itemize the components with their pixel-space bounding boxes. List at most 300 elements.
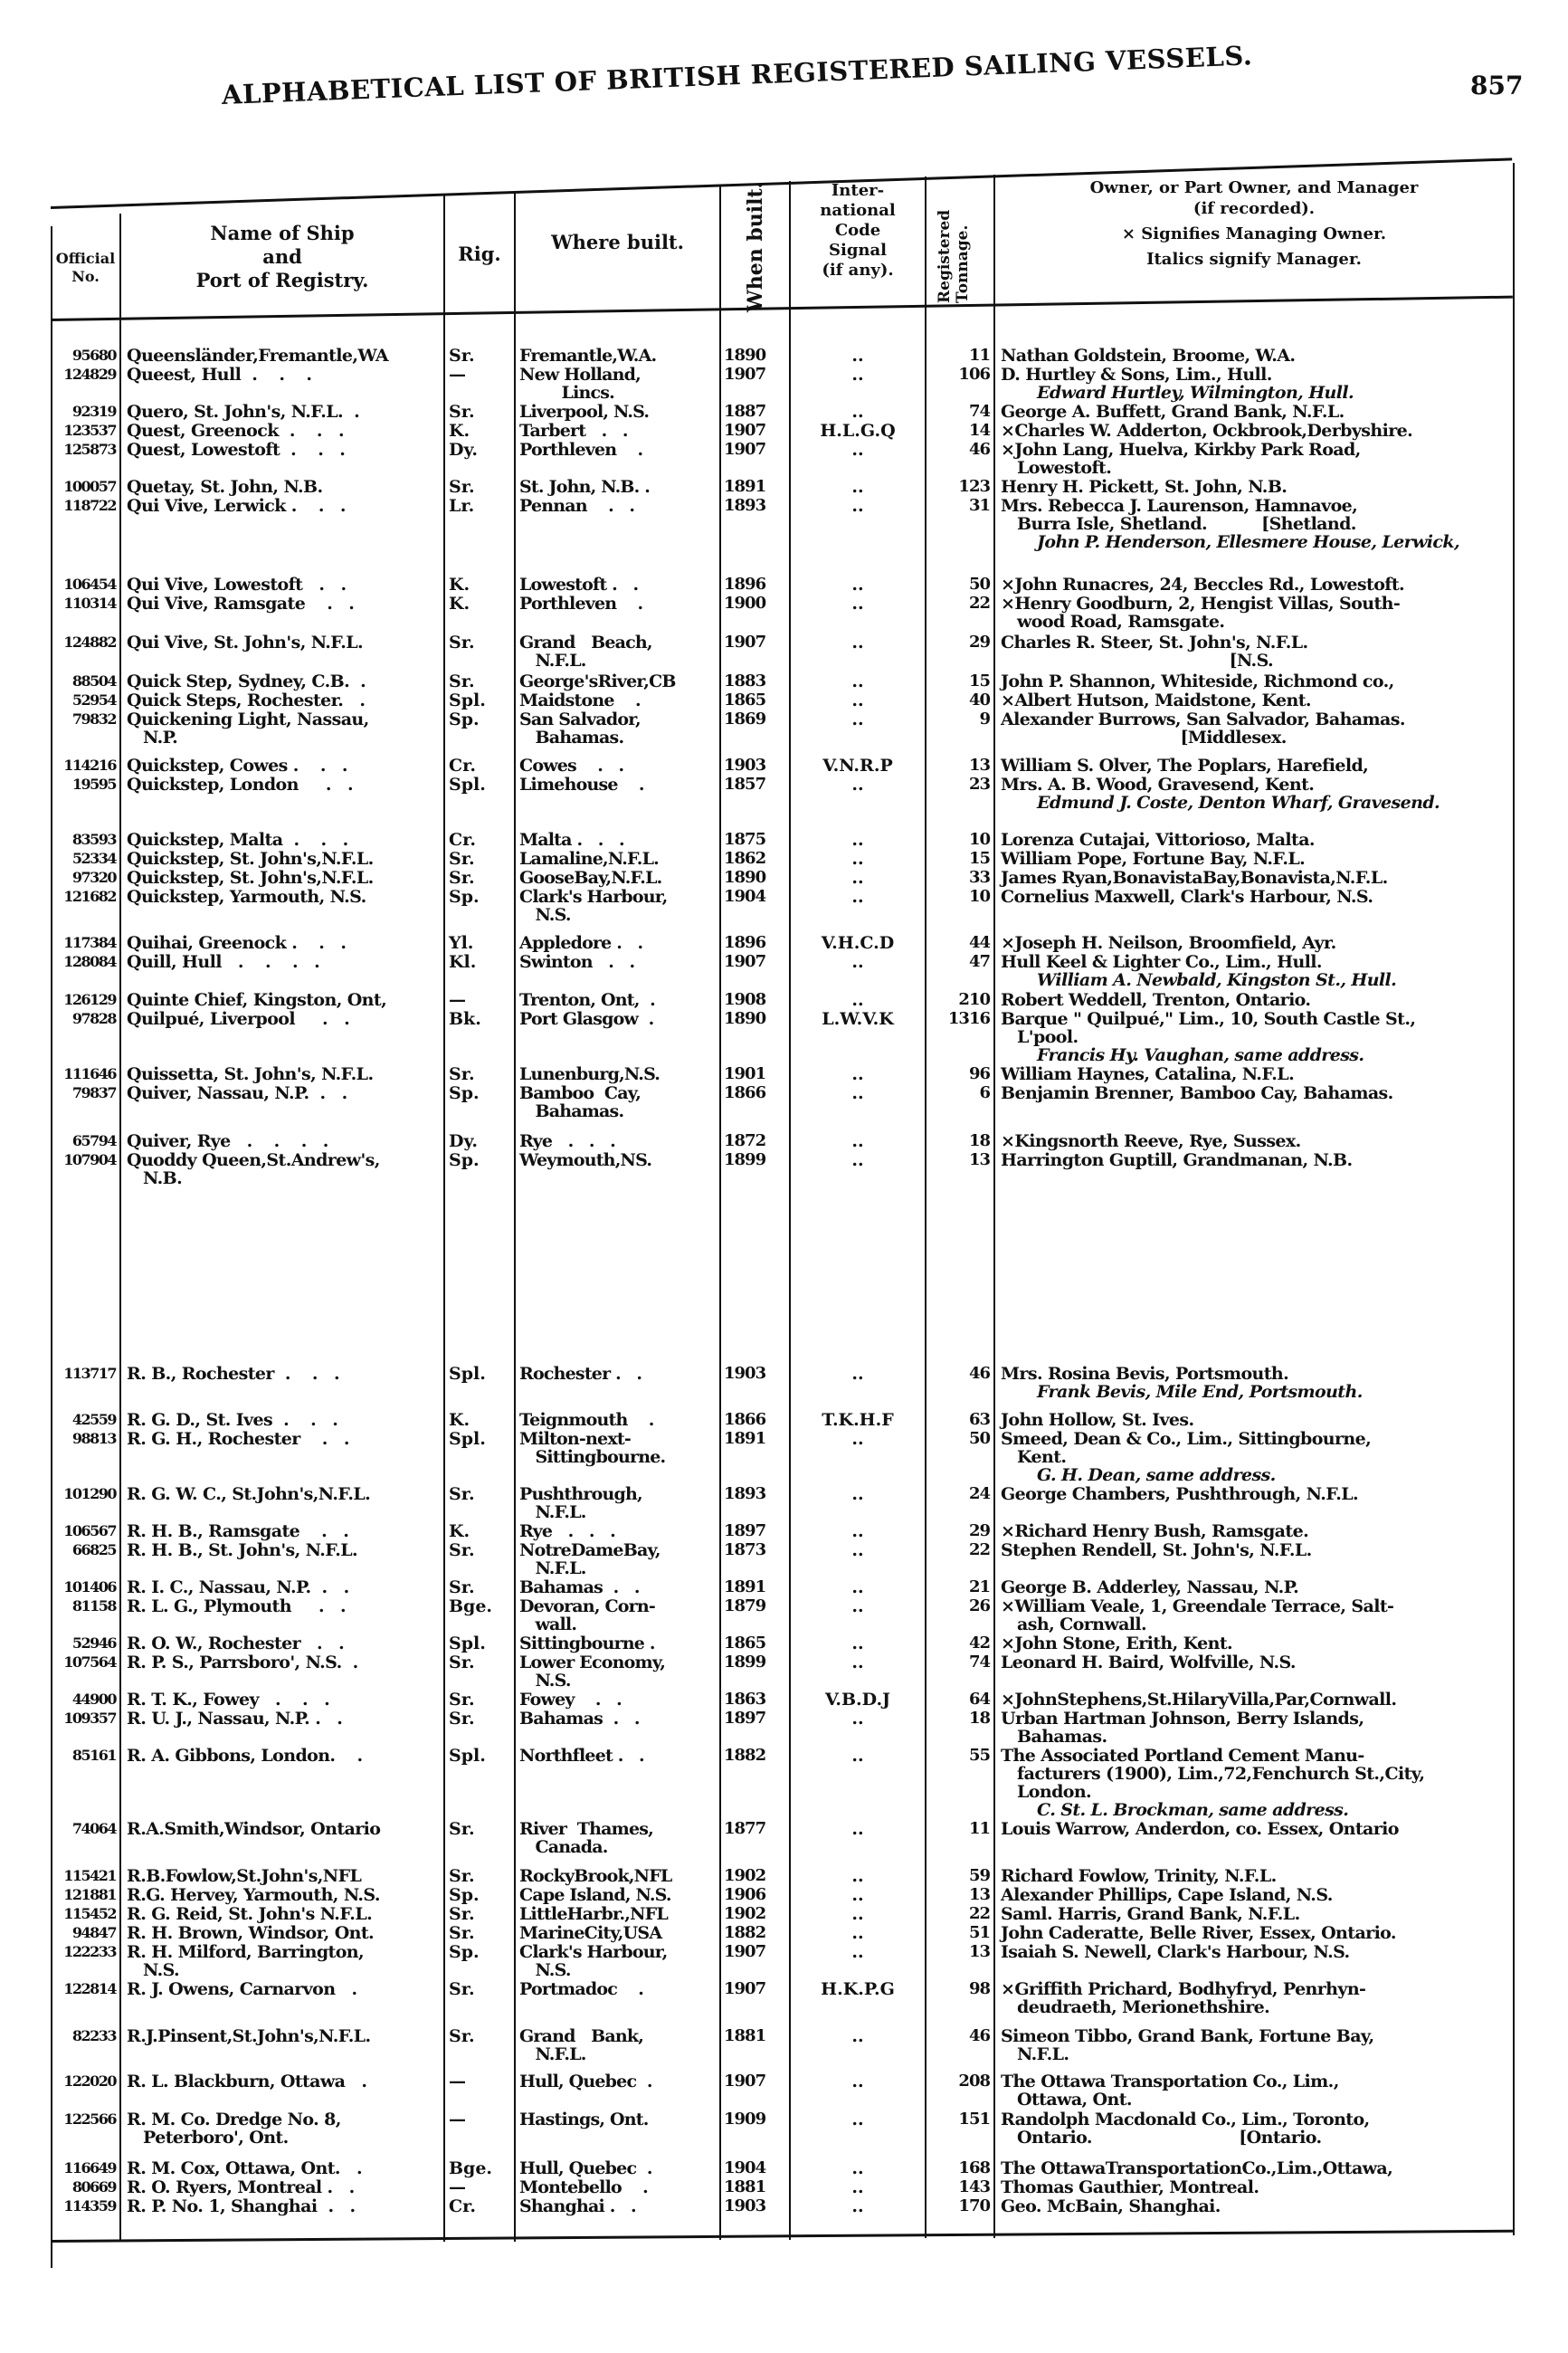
ship-name-line: Quickstep, London . . bbox=[127, 775, 353, 795]
where-built bbox=[519, 1084, 717, 1120]
official-number: 74064 bbox=[71, 1820, 116, 1837]
owner-line: Lorenza Cutajai, Vittorioso, Malta. bbox=[1001, 830, 1315, 850]
owner bbox=[1001, 595, 1509, 631]
owner-line: L'pool. bbox=[1001, 1027, 1079, 1047]
official-number: 52954 bbox=[71, 691, 116, 709]
where-built bbox=[519, 2159, 717, 2177]
signal-code: .. bbox=[851, 1653, 864, 1672]
table-row bbox=[0, 691, 1568, 710]
header-owner-line: Owner, or Part Owner, and Manager bbox=[1089, 178, 1419, 197]
owner-line: Benjamin Brenner, Bamboo Cay, Bahamas. bbox=[1001, 1083, 1393, 1103]
owner-line: Randolph Macdonald Co., Lim., Toronto, bbox=[1001, 2110, 1370, 2129]
owner-line: George A. Buffett, Grand Bank, N.F.L. bbox=[1001, 402, 1345, 422]
official-number: 97320 bbox=[71, 869, 116, 886]
official-number: 118722 bbox=[63, 497, 116, 514]
registered-tonnage: 74 bbox=[968, 1653, 990, 1672]
registered-tonnage: 18 bbox=[968, 1131, 990, 1150]
table-row bbox=[0, 1578, 1568, 1596]
where-built bbox=[519, 991, 717, 1009]
year-built: 1865 bbox=[724, 1634, 766, 1653]
signal-code: .. bbox=[851, 1866, 864, 1886]
rig: Lr. bbox=[449, 496, 475, 516]
rig: Cr. bbox=[449, 756, 477, 776]
rig: Sr. bbox=[449, 346, 475, 366]
signal-code: .. bbox=[851, 365, 864, 385]
where-built bbox=[519, 595, 717, 613]
table-row bbox=[0, 953, 1568, 989]
rig: Sr. bbox=[449, 633, 475, 653]
ship-name-line: N.P. bbox=[127, 728, 178, 748]
owner bbox=[1001, 497, 1509, 551]
ship-name-port bbox=[127, 991, 440, 1009]
where-built-line: Bamboo Cay, bbox=[519, 1083, 641, 1103]
registered-tonnage: 46 bbox=[968, 2026, 990, 2045]
year-built: 1904 bbox=[724, 887, 766, 906]
registered-tonnage: 29 bbox=[968, 633, 990, 652]
signal-code: .. bbox=[851, 887, 864, 907]
ship-name-port bbox=[127, 1905, 440, 1923]
where-built bbox=[519, 953, 717, 971]
where-built-line: Porthleven . bbox=[519, 440, 643, 460]
ship-name-line: Quickstep, Malta . . . bbox=[127, 830, 348, 850]
rig: Sr. bbox=[449, 1484, 475, 1504]
where-built-line: Maidstone . bbox=[519, 691, 641, 710]
ship-name-port bbox=[127, 1541, 440, 1559]
table-row bbox=[0, 776, 1568, 812]
where-built bbox=[519, 1541, 717, 1577]
where-built bbox=[519, 1867, 717, 1885]
official-number: 122814 bbox=[63, 1980, 116, 1997]
official-number: 121682 bbox=[63, 888, 116, 905]
table-row bbox=[0, 888, 1568, 924]
ship-name-port bbox=[127, 850, 440, 868]
owner bbox=[1001, 1980, 1509, 2016]
rig: K. bbox=[449, 1521, 470, 1541]
ship-name-line: R. P. No. 1, Shanghai . . bbox=[127, 2196, 356, 2216]
registered-tonnage: 13 bbox=[968, 756, 990, 775]
year-built: 1883 bbox=[724, 672, 766, 691]
where-built-line: GooseBay,N.F.L. bbox=[519, 868, 662, 888]
where-built-line: Liverpool, N.S. bbox=[519, 402, 650, 422]
signal-code: .. bbox=[851, 1885, 864, 1905]
where-built-line: Pennan . . bbox=[519, 496, 635, 516]
ship-name-port bbox=[127, 1597, 440, 1615]
where-built-line: Clark's Harbour, bbox=[519, 887, 668, 907]
ship-name-port bbox=[127, 672, 440, 691]
registered-tonnage: 98 bbox=[968, 1979, 990, 1998]
ship-name-port bbox=[127, 1691, 440, 1709]
rig: Spl. bbox=[449, 1364, 486, 1384]
owner bbox=[1001, 1653, 1509, 1672]
where-built bbox=[519, 1905, 717, 1923]
ship-name-line: Quihai, Greenock . . . bbox=[127, 933, 347, 953]
where-built bbox=[519, 869, 717, 887]
owner-line: Robert Weddell, Trenton, Ontario. bbox=[1001, 990, 1311, 1010]
where-built-line: Tarbert . . bbox=[519, 421, 628, 441]
rig: Sr. bbox=[449, 1866, 475, 1886]
official-number: 101290 bbox=[63, 1485, 116, 1502]
owner bbox=[1001, 831, 1509, 849]
ship-name-line: R. G. H., Rochester . . bbox=[127, 1429, 349, 1449]
owner-line: Mrs. Rebecca J. Laurenson, Hamnavoe, bbox=[1001, 496, 1358, 516]
official-number: 126129 bbox=[63, 991, 116, 1008]
ship-name-line: R. G. Reid, St. John's N.F.L. bbox=[127, 1904, 373, 1924]
table-row bbox=[0, 2159, 1568, 2177]
table-row bbox=[0, 2072, 1568, 2109]
owner-line: Harrington Guptill, Grandmanan, N.B. bbox=[1001, 1150, 1353, 1170]
header-signal-line: Signal bbox=[828, 241, 887, 260]
official-number: 52946 bbox=[71, 1634, 116, 1652]
year-built: 1907 bbox=[724, 952, 766, 971]
ship-name-port bbox=[127, 934, 440, 952]
page-title: ALPHABETICAL LIST OF BRITISH REGISTERED SAILING VESSELS. bbox=[221, 40, 1253, 110]
where-built-line: Bahamas . . bbox=[519, 1709, 640, 1729]
ship-name-line: R. H. Brown, Windsor, Ont. bbox=[127, 1923, 375, 1943]
ship-name-line: R. P. S., Parrsboro', N.S. . bbox=[127, 1653, 358, 1672]
ship-name-line: Queest, Hull . . . bbox=[127, 365, 312, 385]
table-row bbox=[0, 1541, 1568, 1577]
owner-line: facturers (1900), Lim.,72,Fenchurch St.,City, bbox=[1001, 1764, 1425, 1784]
official-number: 113717 bbox=[63, 1365, 116, 1382]
official-number: 66825 bbox=[71, 1541, 116, 1558]
ship-name-port bbox=[127, 776, 440, 794]
where-built bbox=[519, 1747, 717, 1765]
year-built: 1897 bbox=[724, 1521, 766, 1540]
ship-name-line: R.A.Smith,Windsor, Ontario bbox=[127, 1819, 381, 1839]
owner-line: London. bbox=[1001, 1782, 1092, 1802]
year-built: 1857 bbox=[724, 775, 766, 794]
year-built: 1873 bbox=[724, 1540, 766, 1559]
official-number: 97828 bbox=[71, 1010, 116, 1027]
year-built: 1896 bbox=[724, 575, 766, 594]
owner-line: William Haynes, Catalina, N.F.L. bbox=[1001, 1064, 1295, 1084]
signal-code: .. bbox=[851, 346, 864, 366]
year-built: 1879 bbox=[724, 1596, 766, 1615]
where-built-line: Cape Island, N.S. bbox=[519, 1885, 671, 1905]
where-built-line: Appledore . . bbox=[519, 933, 643, 953]
table-row bbox=[0, 1084, 1568, 1120]
ship-name-port bbox=[127, 1867, 440, 1885]
rig: K. bbox=[449, 421, 470, 441]
signal-code: .. bbox=[851, 1596, 864, 1616]
rig: Spl. bbox=[449, 1429, 486, 1449]
rig: — bbox=[449, 2177, 466, 2197]
ship-name-line: R. U. J., Nassau, N.P. . . bbox=[127, 1709, 343, 1729]
owner-line: ×John Stone, Erith, Kent. bbox=[1001, 1634, 1233, 1653]
table-row bbox=[0, 441, 1568, 477]
rig: Sr. bbox=[449, 672, 475, 691]
where-built bbox=[519, 757, 717, 775]
ship-name-line: N.B. bbox=[127, 1168, 183, 1188]
rig: Bge. bbox=[449, 1596, 493, 1616]
where-built bbox=[519, 710, 717, 747]
table-row bbox=[0, 422, 1568, 440]
ship-name-line: R. H. B., Ramsgate . . bbox=[127, 1521, 349, 1541]
manager-name: Francis Hy. Vaughan, same address. bbox=[1037, 1045, 1364, 1065]
owner-line: ash, Cornwall. bbox=[1001, 1615, 1147, 1634]
official-number: 94847 bbox=[71, 1924, 116, 1941]
owner-line: D. Hurtley & Sons, Lim., Hull. bbox=[1001, 365, 1272, 385]
ship-name-port bbox=[127, 595, 440, 613]
owner bbox=[1001, 2110, 1509, 2147]
header-signal-line: national bbox=[820, 201, 896, 220]
owner-line: ×William Veale, 1, Greendale Terrace, Salt- bbox=[1001, 1596, 1394, 1616]
rig: Sr. bbox=[449, 2026, 475, 2046]
where-built-line: Pushthrough, bbox=[519, 1484, 642, 1504]
ship-name-port bbox=[127, 888, 440, 906]
ship-name-line: R.J.Pinsent,St.John's,N.F.L. bbox=[127, 2026, 371, 2046]
registered-tonnage: 11 bbox=[968, 346, 990, 365]
where-built-line: Rye . . . bbox=[519, 1521, 615, 1541]
table-row bbox=[0, 2027, 1568, 2063]
where-built-line: River Thames, bbox=[519, 1819, 653, 1839]
signal-code: .. bbox=[851, 402, 864, 422]
owner bbox=[1001, 2159, 1509, 2177]
table-row bbox=[0, 576, 1568, 594]
signal-code: .. bbox=[851, 868, 864, 888]
where-built-line: Swinton . . bbox=[519, 952, 635, 972]
ship-name-port bbox=[127, 953, 440, 971]
registered-tonnage: 44 bbox=[968, 933, 990, 952]
where-built bbox=[519, 347, 717, 365]
where-built bbox=[519, 888, 717, 924]
table-row bbox=[0, 831, 1568, 849]
table-row bbox=[0, 1943, 1568, 1979]
where-built-line: Weymouth,NS. bbox=[519, 1150, 652, 1170]
registered-tonnage: 6 bbox=[979, 1083, 990, 1102]
table-row bbox=[0, 595, 1568, 631]
owner bbox=[1001, 1430, 1509, 1484]
where-built bbox=[519, 776, 717, 794]
ship-name-port bbox=[127, 2110, 440, 2147]
where-built-line: Fremantle,W.A. bbox=[519, 346, 657, 366]
where-built-line: Milton-next- bbox=[519, 1429, 631, 1449]
header-owner-line: Italics signify Manager. bbox=[1146, 250, 1362, 269]
ship-name-line: Qui Vive, Lowestoft . . bbox=[127, 575, 347, 595]
where-built-line: Canada. bbox=[519, 1837, 608, 1857]
rig: Sr. bbox=[449, 1709, 475, 1729]
rig: Bk. bbox=[449, 1009, 481, 1029]
year-built: 1907 bbox=[724, 633, 766, 652]
registered-tonnage: 23 bbox=[968, 775, 990, 794]
rig: Spl. bbox=[449, 1746, 486, 1766]
official-number: 124829 bbox=[63, 366, 116, 383]
signal-code: .. bbox=[851, 710, 864, 729]
year-built: 1882 bbox=[724, 1923, 766, 1942]
signal-code: V.H.C.D bbox=[821, 933, 895, 953]
owner bbox=[1001, 672, 1509, 691]
official-number: 117384 bbox=[63, 934, 116, 951]
owner bbox=[1001, 757, 1509, 775]
rig: Sp. bbox=[449, 1885, 480, 1905]
ship-name-port bbox=[127, 366, 440, 384]
rig: Sp. bbox=[449, 887, 480, 907]
ship-name-line: R.B.Fowlow,St.John's,NFL bbox=[127, 1866, 362, 1886]
ship-name-port bbox=[127, 1010, 440, 1028]
year-built: 1866 bbox=[724, 1410, 766, 1429]
ship-name-port bbox=[127, 1578, 440, 1596]
owner-line: Ontario. [Ontario. bbox=[1001, 2128, 1322, 2148]
manager-name: Frank Bevis, Mile End, Portsmouth. bbox=[1037, 1382, 1363, 1402]
ship-name-line: R. O. Ryers, Montreal . . bbox=[127, 2177, 355, 2197]
registered-tonnage: 1316 bbox=[947, 1009, 990, 1028]
owner-line: Saml. Harris, Grand Bank, N.F.L. bbox=[1001, 1904, 1300, 1924]
official-number: 82233 bbox=[71, 2027, 116, 2044]
signal-code: .. bbox=[851, 1923, 864, 1943]
registered-tonnage: 24 bbox=[968, 1484, 990, 1503]
table-row bbox=[0, 1924, 1568, 1942]
rig: Dy. bbox=[449, 1131, 478, 1151]
where-built bbox=[519, 1634, 717, 1653]
year-built: 1907 bbox=[724, 1979, 766, 1998]
rig: K. bbox=[449, 594, 470, 614]
registered-tonnage: 50 bbox=[968, 575, 990, 594]
owner bbox=[1001, 1065, 1509, 1083]
ship-name-port bbox=[127, 1980, 440, 1998]
signal-code: .. bbox=[851, 849, 864, 869]
ship-name-port bbox=[127, 1634, 440, 1653]
ship-name-port bbox=[127, 634, 440, 652]
official-number: 100057 bbox=[63, 478, 116, 495]
official-number: 115421 bbox=[63, 1867, 116, 1884]
owner bbox=[1001, 710, 1509, 747]
official-number: 122020 bbox=[63, 2072, 116, 2090]
signal-code: .. bbox=[851, 1540, 864, 1560]
owner bbox=[1001, 1867, 1509, 1885]
owner-line: Mrs. A. B. Wood, Gravesend, Kent. bbox=[1001, 775, 1315, 795]
registered-tonnage: 143 bbox=[958, 2177, 990, 2196]
where-built-line: MarineCity,USA bbox=[519, 1923, 662, 1943]
owner-line: Barque " Quilpué," Lim., 10, South Castle St., bbox=[1001, 1009, 1416, 1029]
owner-line: Isaiah S. Newell, Clark's Harbour, N.S. bbox=[1001, 1942, 1350, 1962]
where-built-line: Sittingbourne . bbox=[519, 1634, 655, 1653]
ship-name-line: Quest, Lowestoft . . . bbox=[127, 440, 346, 460]
header-bottom-rule bbox=[51, 296, 1513, 321]
official-number: 125873 bbox=[63, 441, 116, 458]
where-built-line: Lunenburg,N.S. bbox=[519, 1064, 660, 1084]
owner bbox=[1001, 1924, 1509, 1942]
header-signal-line: Code bbox=[834, 221, 881, 240]
owner-line: Mrs. Rosina Bevis, Portsmouth. bbox=[1001, 1364, 1289, 1384]
registered-tonnage: 15 bbox=[968, 849, 990, 868]
signal-code: .. bbox=[851, 691, 864, 710]
registered-tonnage: 63 bbox=[968, 1410, 990, 1429]
registered-tonnage: 46 bbox=[968, 440, 990, 459]
official-number: 114359 bbox=[63, 2197, 116, 2215]
year-built: 1907 bbox=[724, 2072, 766, 2091]
official-number: 106567 bbox=[63, 1522, 116, 1539]
owner bbox=[1001, 1710, 1509, 1746]
signal-code: .. bbox=[851, 1364, 864, 1384]
year-built: 1875 bbox=[724, 830, 766, 849]
where-built-line: RockyBrook,NFL bbox=[519, 1866, 672, 1886]
year-built: 1904 bbox=[724, 2158, 766, 2177]
rig: — bbox=[449, 990, 466, 1010]
year-built: 1866 bbox=[724, 1083, 766, 1102]
rig: Sr. bbox=[449, 868, 475, 888]
registered-tonnage: 51 bbox=[968, 1923, 990, 1942]
year-built: 1902 bbox=[724, 1866, 766, 1885]
official-number: 42559 bbox=[71, 1411, 116, 1428]
official-number: 123537 bbox=[63, 422, 116, 439]
where-built-line: N.F.L. bbox=[519, 651, 586, 671]
ship-name-line: R. H. B., St. John's, N.F.L. bbox=[127, 1540, 357, 1560]
owner bbox=[1001, 1820, 1509, 1838]
registered-tonnage: 170 bbox=[958, 2196, 990, 2215]
table-row bbox=[0, 1485, 1568, 1521]
signal-code: .. bbox=[851, 1746, 864, 1766]
manager-name: G. H. Dean, same address. bbox=[1037, 1465, 1276, 1485]
owner bbox=[1001, 1084, 1509, 1102]
where-built-line: NotreDameBay, bbox=[519, 1540, 660, 1560]
ship-name-line: Quiver, Nassau, N.P. . . bbox=[127, 1083, 347, 1103]
table-row bbox=[0, 1747, 1568, 1819]
owner bbox=[1001, 1541, 1509, 1559]
table-row bbox=[0, 1430, 1568, 1484]
where-built bbox=[519, 1691, 717, 1709]
registered-tonnage: 11 bbox=[968, 1819, 990, 1838]
header-signal-line: (if any). bbox=[822, 261, 894, 280]
owner bbox=[1001, 1132, 1509, 1150]
table-row bbox=[0, 757, 1568, 775]
table-row bbox=[0, 672, 1568, 691]
owner bbox=[1001, 1747, 1509, 1819]
ship-name-port bbox=[127, 403, 440, 421]
signal-code: .. bbox=[851, 1709, 864, 1729]
header-official-no-text: Official No. bbox=[55, 250, 116, 285]
rig: Kl. bbox=[449, 952, 477, 972]
year-built: 1907 bbox=[724, 421, 766, 440]
where-built-line: Malta . . . bbox=[519, 830, 624, 850]
registered-tonnage: 46 bbox=[968, 1364, 990, 1383]
ship-name-port bbox=[127, 2178, 440, 2196]
rig: Sr. bbox=[449, 1923, 475, 1943]
registered-tonnage: 74 bbox=[968, 402, 990, 421]
table-row bbox=[0, 2178, 1568, 2196]
where-built bbox=[519, 576, 717, 594]
signal-code: T.K.H.F bbox=[822, 1410, 894, 1430]
header-owner-line: (if recorded). bbox=[1193, 199, 1316, 218]
owner-line: Charles R. Steer, St. John's, N.F.L. bbox=[1001, 633, 1308, 653]
signal-code: .. bbox=[851, 2026, 864, 2046]
where-built-line: Portmadoc . bbox=[519, 1979, 644, 1999]
where-built-line: Cowes . . bbox=[519, 756, 624, 776]
signal-code: .. bbox=[851, 952, 864, 972]
ship-name-port bbox=[127, 1084, 440, 1102]
owner bbox=[1001, 1411, 1509, 1429]
where-built-line: Rye . . . bbox=[519, 1131, 615, 1151]
owner-line: ×Albert Hutson, Maidstone, Kent. bbox=[1001, 691, 1311, 710]
ship-name-line: R. M. Cox, Ottawa, Ont. . bbox=[127, 2158, 362, 2178]
official-number: 109357 bbox=[63, 1710, 116, 1727]
ship-name-port bbox=[127, 2197, 440, 2215]
signal-code: V.B.D.J bbox=[824, 1690, 891, 1710]
signal-code: .. bbox=[851, 2110, 864, 2129]
rig: K. bbox=[449, 1410, 470, 1430]
table-row bbox=[0, 850, 1568, 868]
owner bbox=[1001, 1597, 1509, 1634]
table-row bbox=[0, 1980, 1568, 2016]
table-row bbox=[0, 1905, 1568, 1923]
rig: Sp. bbox=[449, 1942, 480, 1962]
official-number: 88504 bbox=[71, 672, 116, 690]
registered-tonnage: 18 bbox=[968, 1709, 990, 1728]
signal-code: .. bbox=[851, 633, 864, 653]
ship-name-line: R. L. G., Plymouth . . bbox=[127, 1596, 347, 1616]
rig: Sr. bbox=[449, 402, 475, 422]
owner bbox=[1001, 576, 1509, 594]
ship-name-port bbox=[127, 1065, 440, 1083]
